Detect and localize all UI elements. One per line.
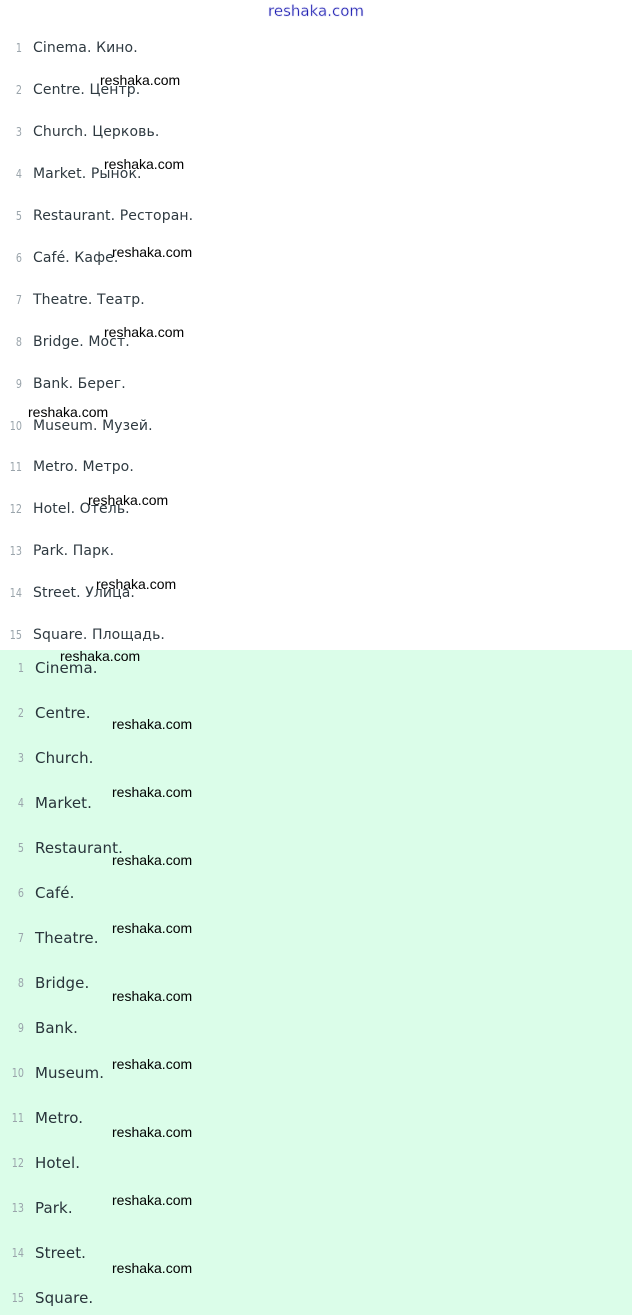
list-item-text: Metro.: [35, 1109, 84, 1127]
list-item-text: Bank.: [35, 1019, 78, 1037]
list-item: [0, 836, 123, 860]
list-item-text: Market.: [35, 794, 93, 812]
list-item: [0, 1151, 80, 1175]
site-header-link[interactable]: reshaka.com: [268, 2, 364, 20]
list-item-text: Church. Церковь.: [33, 124, 160, 140]
watermark-text: reshaka.com: [28, 404, 109, 420]
list-item-text: Square. Площадь.: [33, 627, 165, 643]
list-item-text: Park. Парк.: [33, 543, 115, 559]
list-item: [0, 1241, 86, 1265]
list-item: [0, 455, 134, 479]
watermark-text: reshaka.com: [96, 576, 177, 592]
line-number: 2: [15, 83, 22, 97]
list-item: [0, 746, 94, 770]
line-number: 5: [15, 209, 22, 223]
watermark-text: reshaka.com: [112, 784, 193, 800]
line-number: 9: [17, 1021, 24, 1035]
list-item-text: Museum.: [35, 1064, 105, 1082]
line-number: 4: [17, 796, 24, 810]
line-number: 14: [9, 586, 22, 600]
list-item: [0, 881, 74, 905]
watermark-text: reshaka.com: [112, 1056, 193, 1072]
line-number: 7: [15, 293, 22, 307]
line-number: 5: [17, 841, 24, 855]
line-number: 12: [9, 502, 22, 516]
list-item-text: Centre.: [35, 704, 91, 722]
list-item-text: Theatre.: [35, 929, 99, 947]
line-number: 10: [9, 419, 22, 433]
line-number: 1: [15, 41, 22, 55]
list-item: [0, 971, 89, 995]
watermark-text: reshaka.com: [112, 1124, 193, 1140]
list-item: [0, 1286, 93, 1310]
watermark-text: reshaka.com: [100, 72, 181, 88]
list-item-text: Restaurant. Ресторан.: [33, 208, 194, 224]
bilingual-word-list: [0, 0, 632, 650]
list-item-text: Cinema. Кино.: [33, 40, 138, 56]
line-number: 11: [9, 460, 22, 474]
watermark-text: reshaka.com: [112, 244, 193, 260]
line-number: 10: [11, 1066, 24, 1080]
list-item-text: Park.: [35, 1199, 73, 1217]
line-number: 6: [17, 886, 24, 900]
list-item-text: Cinema.: [35, 659, 98, 677]
line-number: 15: [11, 1291, 24, 1305]
list-item-text: Bank. Берег.: [33, 376, 126, 392]
list-item: [0, 539, 114, 563]
list-item-text: Hotel. Отель.: [33, 501, 130, 517]
line-number: 13: [11, 1201, 24, 1215]
list-item: [0, 791, 92, 815]
watermark-text: reshaka.com: [88, 492, 169, 508]
list-item-text: Café. Кафе.: [33, 250, 119, 266]
line-number: 7: [17, 931, 24, 945]
line-number: 4: [15, 167, 22, 181]
list-item-text: Restaurant.: [35, 839, 123, 857]
watermark-text: reshaka.com: [112, 852, 193, 868]
list-item: [0, 120, 159, 144]
list-item-text: Theatre. Театр.: [33, 292, 145, 308]
list-item: [0, 926, 99, 950]
watermark-text: reshaka.com: [112, 716, 193, 732]
list-item-text: Square.: [35, 1289, 94, 1307]
list-item: [0, 701, 91, 725]
line-number: 13: [9, 544, 22, 558]
list-item-text: Street. Улица.: [33, 585, 135, 601]
list-item: [0, 1016, 78, 1040]
line-number: 8: [15, 335, 22, 349]
line-number: 15: [9, 628, 22, 642]
list-item-text: Bridge. Мост.: [33, 334, 130, 350]
watermark-text: reshaka.com: [112, 920, 193, 936]
list-item-text: Metro. Метро.: [33, 459, 134, 475]
line-number: 12: [11, 1156, 24, 1170]
list-item-text: Church.: [35, 749, 94, 767]
list-item: [0, 204, 193, 228]
line-number: 9: [15, 377, 22, 391]
list-item: [0, 36, 138, 60]
list-item: [0, 1061, 104, 1085]
list-item: [0, 623, 165, 647]
english-word-list: [0, 650, 632, 1315]
list-item: [0, 1196, 73, 1220]
watermark-text: reshaka.com: [112, 988, 193, 1004]
line-number: 11: [11, 1111, 24, 1125]
line-number: 3: [15, 125, 22, 139]
list-item: [0, 372, 126, 396]
line-number: 3: [17, 751, 24, 765]
list-item-text: Centre. Центр.: [33, 82, 141, 98]
watermark-text: reshaka.com: [60, 648, 141, 664]
watermark-text: reshaka.com: [104, 156, 185, 172]
line-number: 6: [15, 251, 22, 265]
line-number: 2: [17, 706, 24, 720]
line-number: 1: [17, 661, 24, 675]
list-item-text: Market. Рынок.: [33, 166, 142, 182]
watermark-text: reshaka.com: [104, 324, 185, 340]
list-item: [0, 246, 118, 270]
watermark-text: reshaka.com: [112, 1260, 193, 1276]
line-number: 14: [11, 1246, 24, 1260]
watermark-text: reshaka.com: [112, 1192, 193, 1208]
list-item-text: Hotel.: [35, 1154, 81, 1172]
list-item-text: Bridge.: [35, 974, 90, 992]
list-item: [0, 1106, 83, 1130]
line-number: 8: [17, 976, 24, 990]
list-item: [0, 288, 145, 312]
list-item-text: Museum. Музей.: [33, 418, 153, 434]
list-item-text: Street.: [35, 1244, 87, 1262]
list-item-text: Café.: [35, 884, 75, 902]
